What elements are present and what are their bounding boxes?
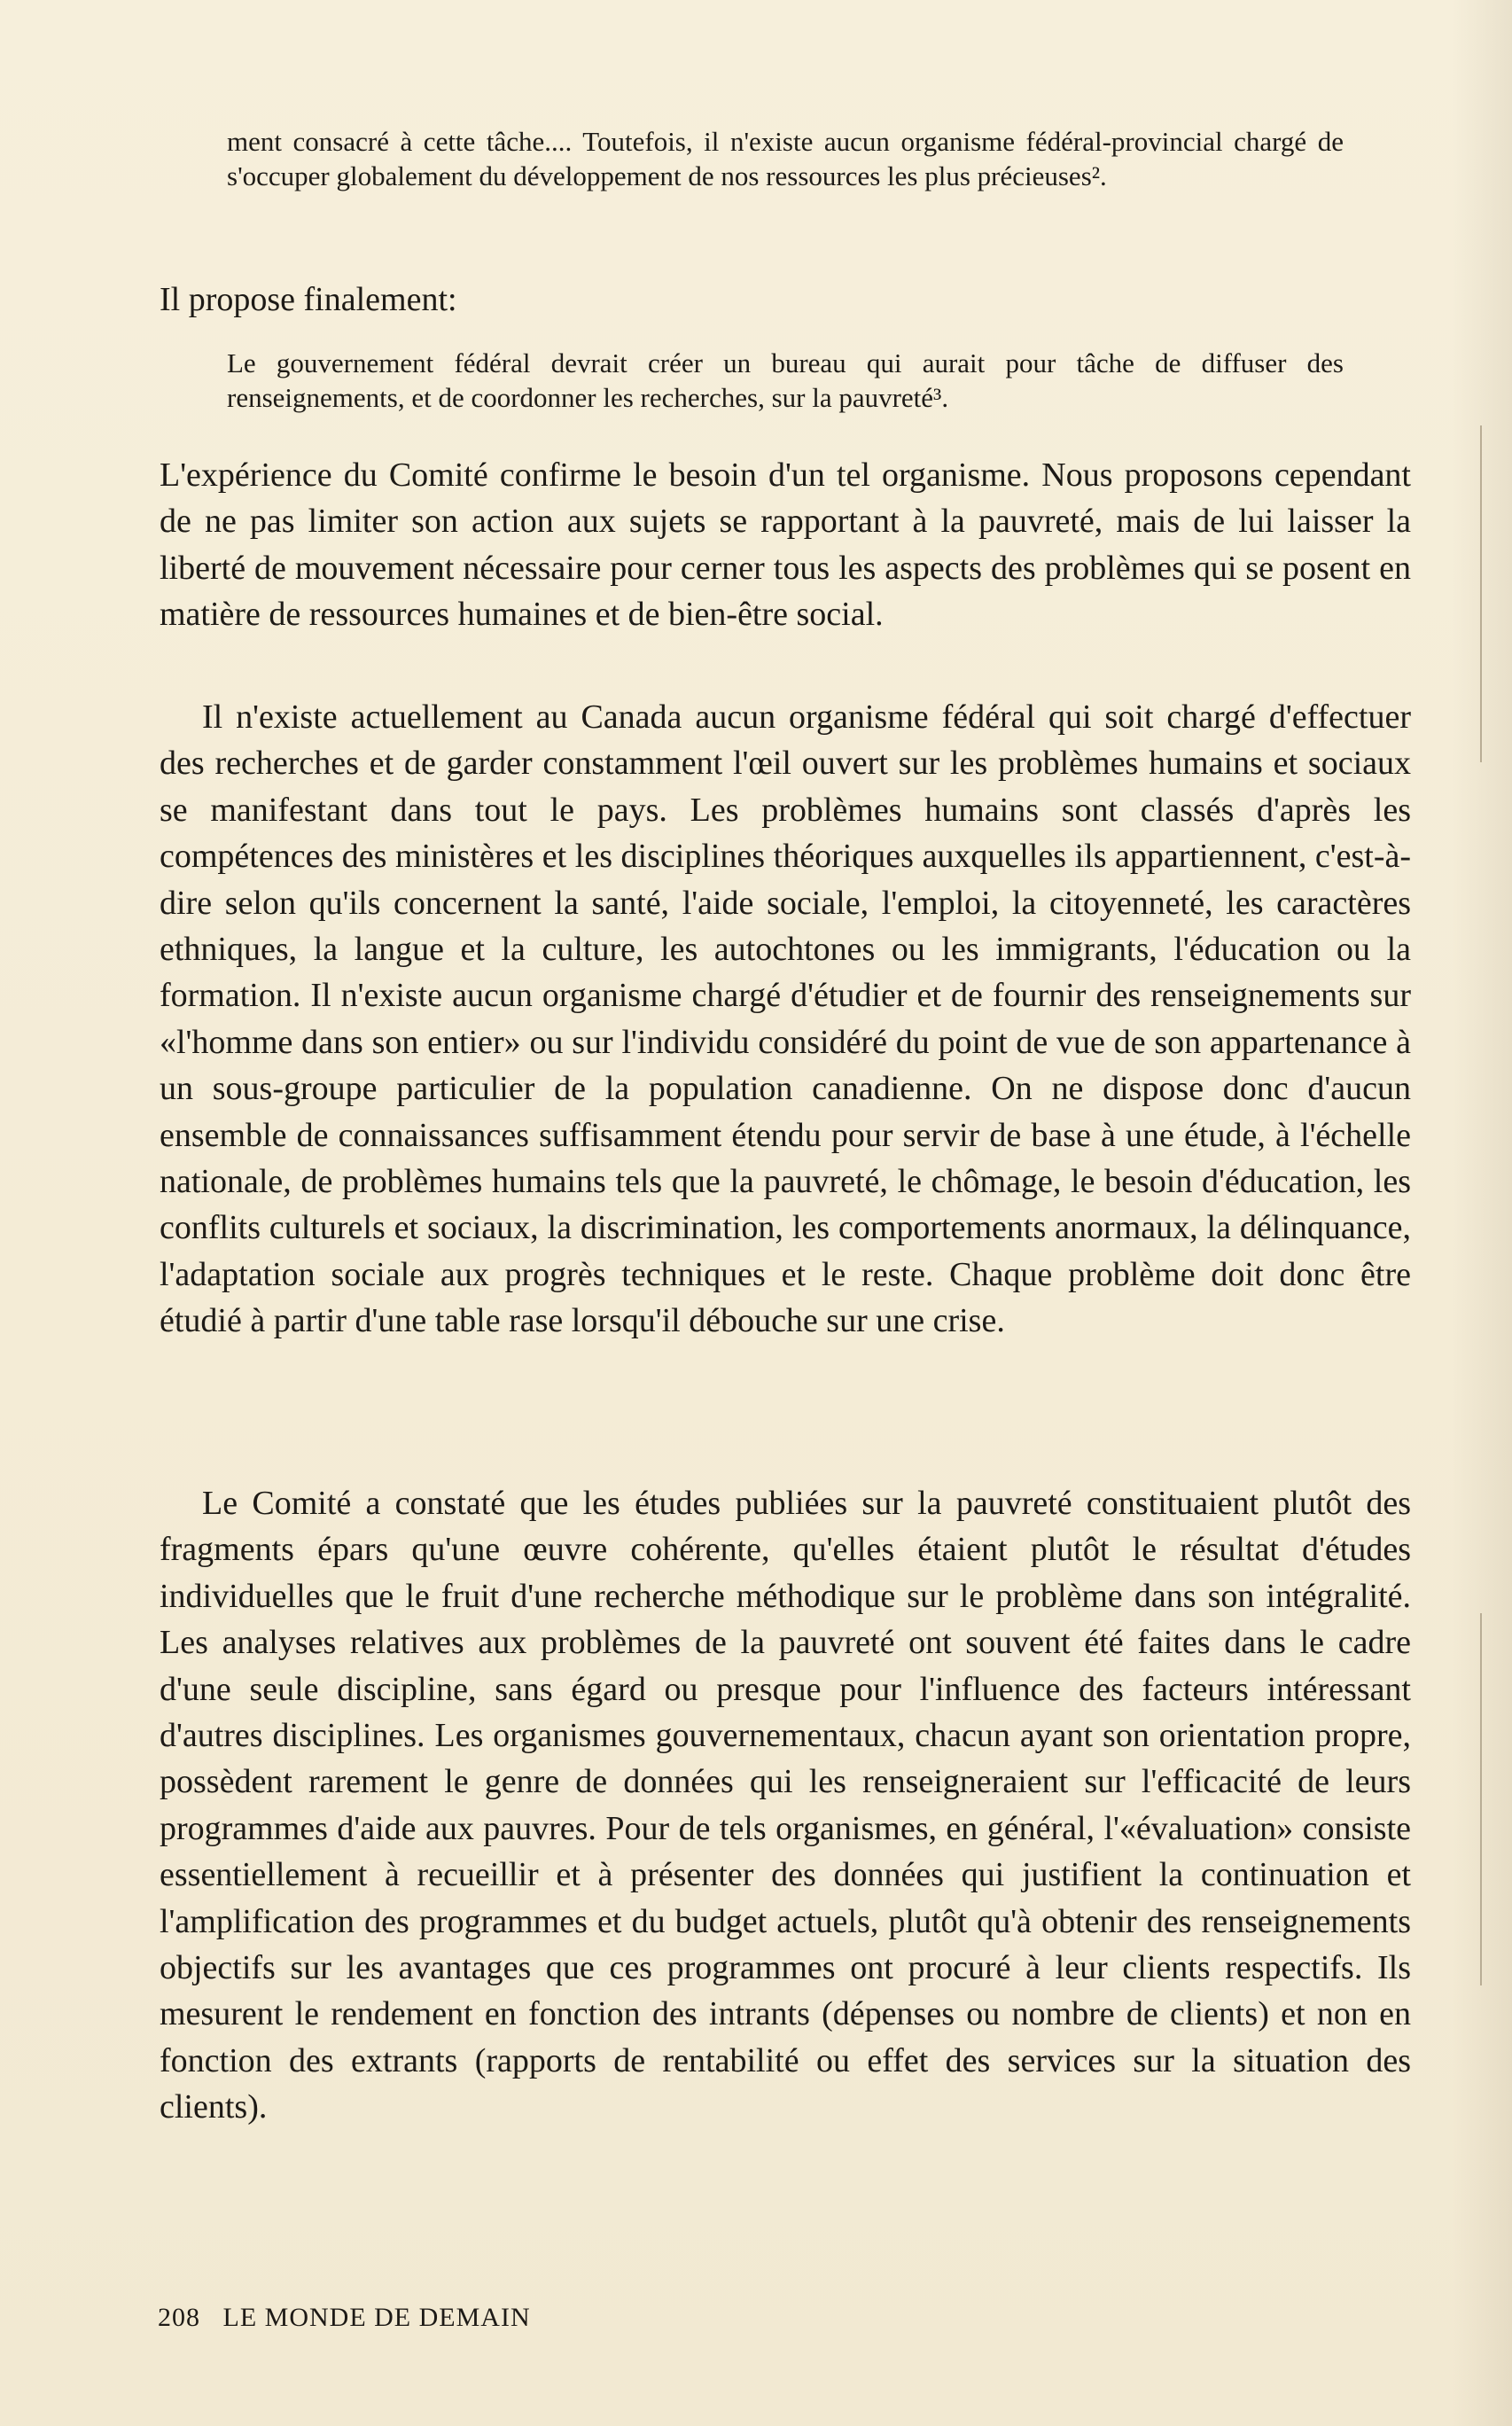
- block-quote-continued: ment consacré à cette tâche.... Toutefois, il n'existe aucun organisme fédéral-provincial chargé de s'occuper globalement du développement de nos ressources les plus précieuses².: [227, 126, 1344, 191]
- page-number: 208: [158, 2303, 200, 2332]
- block-quote-recommendation: Le gouvernement fédéral devrait créer un bureau qui aurait pour tâche de diffuser des renseignements, et de coordonner les recherches, sur la pauvreté³.: [227, 347, 1344, 413]
- paragraph-no-federal-body: Il n'existe actuellement au Canada aucun organisme fédéral qui soit chargé d'effectuer des recherches et de garder constamment l'œil ouvert sur les problèmes humains et sociaux se manifestant dans tout le pays. Les problèmes humains sont classés d'après les compétences des ministères et les disciplines théoriques auxquelles ils appartiennent, c'est-à-dire selon qu'ils concernent la santé, l'aide sociale, l'emploi, la citoyenneté, les caractères ethniques, la langue et la culture, les autochtones ou les immigrants, l'éducation ou la formation. Il n'existe aucun organisme chargé d'étudier et de fournir des renseignements sur «l'homme dans son entier» ou sur l'individu considéré du point de vue de son appartenance à un sous-groupe particulier de la population canadienne. On ne dispose donc d'aucun ensemble de connaissances suffisamment étendu pour servir de base à une étude, à l'échelle nationale, de problèmes humains tels que la pauvreté, le chômage, le besoin d'éducation, les conflits culturels et sociaux, la discrimination, les comportements anormaux, la délinquance, l'adaptation sociale aux progrès techniques et le reste. Chaque problème doit donc être étudié à partir d'une table rase lorsqu'il débouche sur une crise.: [160, 698, 1411, 1340]
- page-edge-mark: [1480, 425, 1482, 762]
- intro-sentence: Il propose finalement:: [160, 281, 457, 318]
- running-title: LE MONDE DE DEMAIN: [222, 2303, 531, 2332]
- paragraph-committee-findings: Le Comité a constaté que les études publiées sur la pauvreté constituaient plutôt des fragments épars qu'une œuvre cohérente, qu'elles étaient plutôt le résultat d'études individuelles que le fruit d'une recherche méthodique sur le problème dans son intégralité. Les analyses relatives aux problèmes de la pauvreté ont souvent été faites dans le cadre d'une seule discipline, sans égard ou presque pour l'influence des facteurs intéressant d'autres disciplines. Les organismes gouvernementaux, chacun ayant son orientation propre, possèdent rarement le genre de données qui les renseigneraient sur l'efficacité de leurs programmes d'aide aux pauvres. Pour de tels organismes, en général, l'«évaluation» consiste essentiellement à recueillir et à présenter des données qui justifient la continuation et l'amplification des programmes et du budget actuels, plutôt qu'à obtenir des renseignements objectifs sur les avantages que ces programmes ont procuré à leur clients respectifs. Ils mesurent le rendement en fonction des intrants (dépenses ou nombre de clients) et non en fonction des extrants (rapports de rentabilité ou effet des services sur la situation des clients).: [160, 1485, 1411, 2126]
- page-footer: [158, 2303, 531, 2333]
- paragraph-experience: L'expérience du Comité confirme le besoin d'un tel organisme. Nous proposons cependant de ne pas limiter son action aux sujets se rapportant à la pauvreté, mais de lui laisser la liberté de mouvement nécessaire pour cerner tous les aspects des problèmes qui se posent en matière de ressources humaines et de bien-être social.: [160, 456, 1411, 634]
- page-edge-mark: [1480, 1613, 1482, 1985]
